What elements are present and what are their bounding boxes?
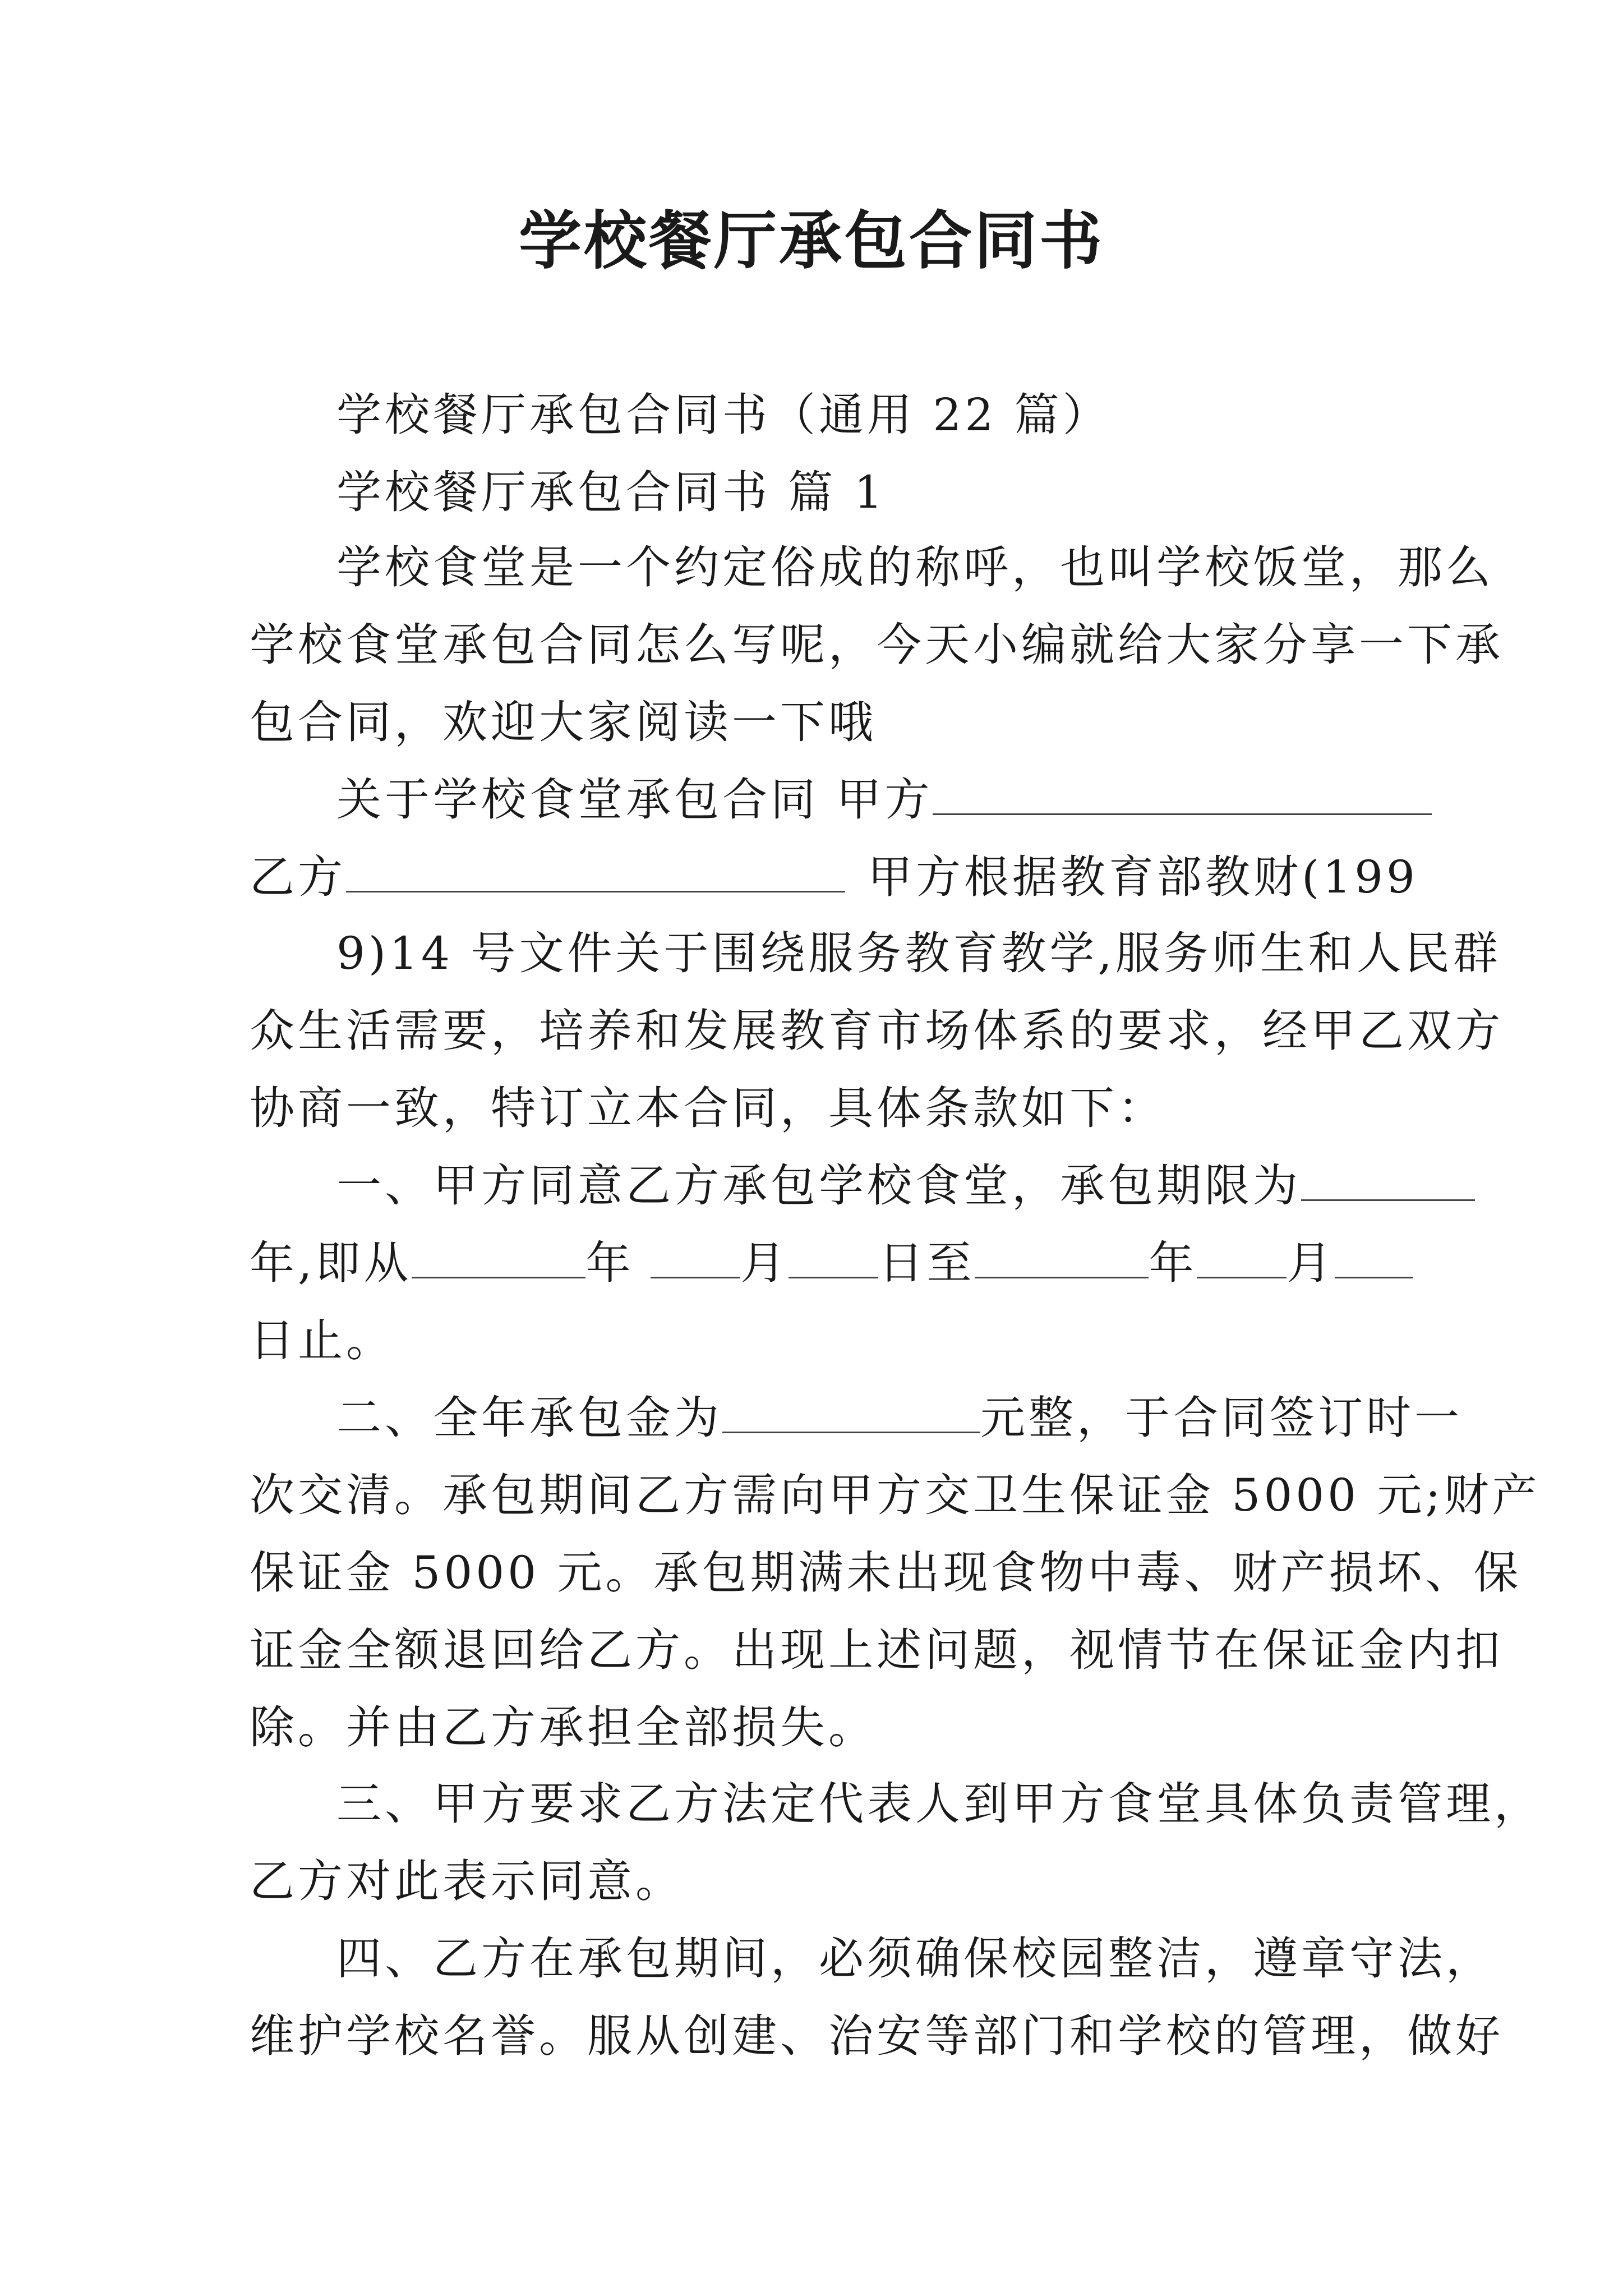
clause-1-line-3: 日止。 — [250, 1314, 394, 1366]
term-years-blank — [1301, 1162, 1475, 1201]
clause-2-text-b: 元整，于合同签订时一 — [980, 1392, 1463, 1444]
clause-2-line-2: 次交清。承包期间乙方需向甲方交卫生保证金 5000 元;财产 — [250, 1469, 1541, 1521]
clause-2-line-5: 除。并由乙方承担全部损失。 — [250, 1701, 877, 1754]
parties-line-1 — [336, 772, 1432, 828]
preamble-line-3: 协商一致，特订立本合同，具体条款如下： — [250, 1082, 1166, 1134]
party-b-blank — [346, 854, 845, 892]
start-year-blank — [412, 1240, 585, 1278]
preamble-line-2: 众生活需要，培养和发展教育市场体系的要求，经甲乙双方 — [250, 1005, 1504, 1057]
intro-line-3: 包合同，欢迎大家阅读一下哦 — [250, 696, 877, 748]
clause-1-line-2 — [250, 1235, 1413, 1291]
intro-line-2: 学校食堂承包合同怎么写呢，今天小编就给大家分享一下承 — [250, 619, 1504, 671]
clause-4-line-2: 维护学校名誉。服从创建、治安等部门和学校的管理，做好 — [250, 2010, 1504, 2062]
section-heading: 学校餐厅承包合同书 篇 1 — [336, 466, 886, 518]
parties-party-a-label: 关于学校食堂承包合同 甲方 — [336, 774, 933, 826]
clause-4-line-1: 四、乙方在承包期间，必须确保校园整洁，遵章守法， — [336, 1932, 1494, 1985]
clause-1-day-to: 日至 — [878, 1237, 975, 1289]
end-year-blank — [975, 1240, 1149, 1278]
clause-1-year-from: 年,即从 — [250, 1237, 412, 1289]
clause-2-text-a: 二、全年承包金为 — [336, 1392, 722, 1444]
preamble-line-1: 9)14 号文件关于围绕服务教育教学,服务师生和人民群 — [336, 927, 1501, 979]
clause-1-line-1 — [336, 1158, 1475, 1214]
clause-2-line-3: 保证金 5000 元。承包期满未出现食物中毒、财产损坏、保 — [250, 1547, 1522, 1599]
clause-1-end-year-label: 年 — [1149, 1237, 1197, 1289]
subtitle: 学校餐厅承包合同书（通用 22 篇） — [336, 389, 1111, 441]
end-day-blank — [1335, 1240, 1413, 1278]
clause-3-line-2: 乙方对此表示同意。 — [250, 1855, 684, 1907]
intro-line-1: 学校食堂是一个约定俗成的称呼，也叫学校饭堂，那么 — [336, 541, 1494, 593]
clause-3-line-1: 三、甲方要求乙方法定代表人到甲方食堂具体负责管理， — [336, 1778, 1542, 1830]
start-day-blank — [789, 1240, 878, 1278]
start-month-blank — [651, 1240, 740, 1278]
clause-1-end-month-label: 月 — [1287, 1237, 1335, 1289]
contract-fee-blank — [722, 1395, 980, 1433]
clause-1-text: 一、甲方同意乙方承包学校食堂，承包期限为 — [336, 1159, 1301, 1212]
parties-line-2 — [250, 849, 1418, 905]
clause-2-line-4: 证金全额退回给乙方。出现上述问题，视情节在保证金内扣 — [250, 1624, 1504, 1676]
document-title: 学校餐厅承包合同书 — [519, 204, 1104, 278]
clause-1-month-label: 月 — [740, 1237, 789, 1289]
clause-2-line-1 — [336, 1390, 1463, 1446]
party-b-label: 乙方 — [250, 851, 346, 903]
clause-1-year-label: 年 — [585, 1237, 634, 1289]
basis-text: 甲方根据教育部教财(199 — [868, 851, 1418, 903]
party-a-blank — [933, 776, 1432, 815]
end-month-blank — [1197, 1240, 1287, 1278]
